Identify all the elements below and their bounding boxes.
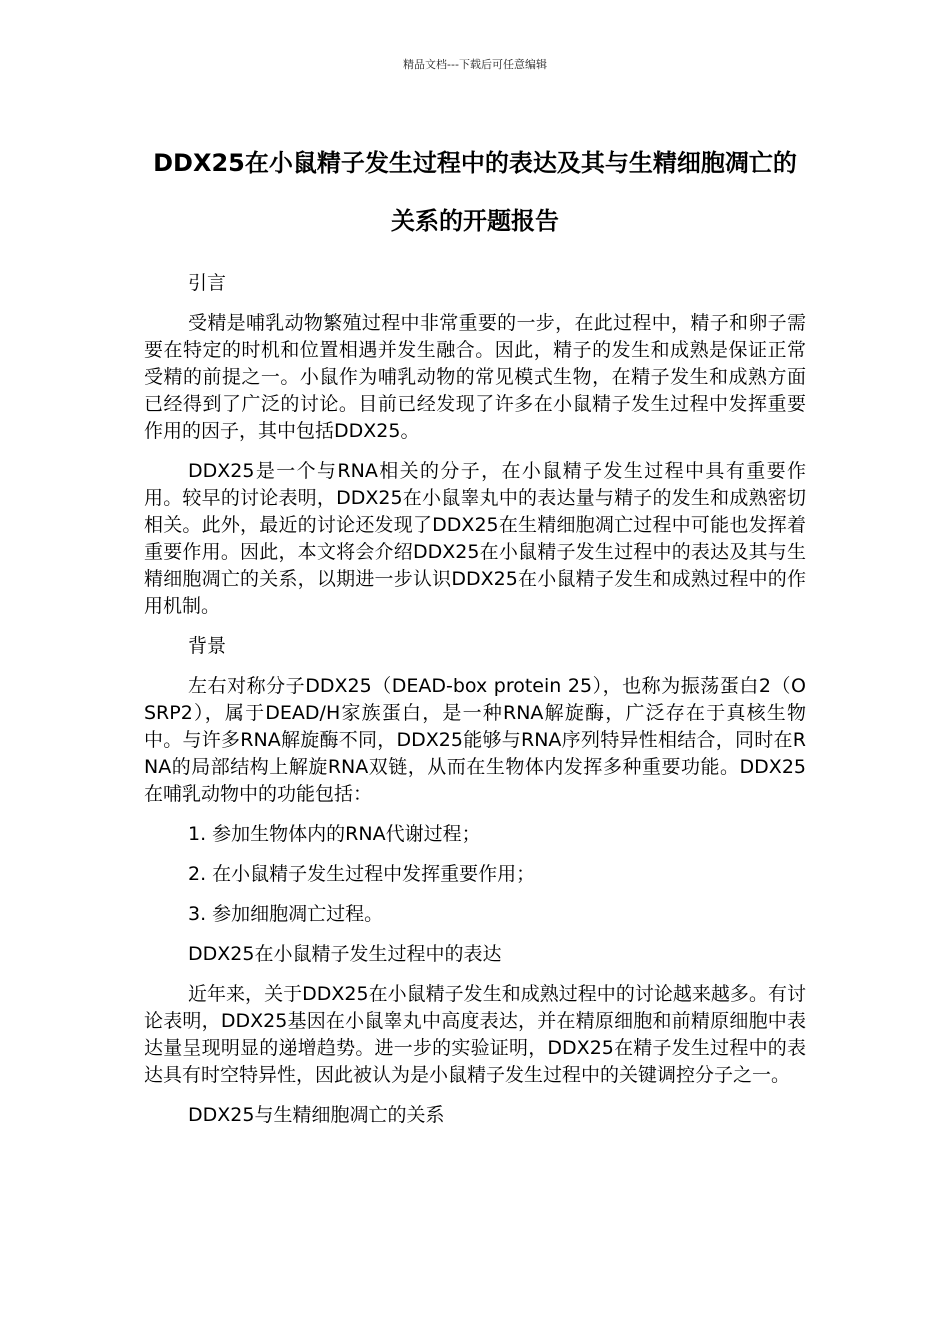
document-title: DDX25在小鼠精子发生过程中的表达及其与生精细胞凋亡的关系的开题报告 xyxy=(153,149,797,235)
background-heading: 背景 xyxy=(188,635,227,657)
expression-heading: DDX25在小鼠精子发生过程中的表达 xyxy=(188,943,502,965)
intro-paragraph-2: DDX25是一个与RNA相关的分子，在小鼠精子发生过程中具有重要作用。较早的讨论表明，DDX25在小鼠睾丸中的表达量与精子的发生和成熟密切相关。此外，最近的讨论还发现了DDX25在生精细胞凋亡过程中可能也发挥着重要作用。因此，本文将会介绍DDX25在小鼠精子发生过程中的表达及其与生精细胞凋亡的关系，以期进一步认识DDX25在小鼠精子发生和成熟过程中的作用机制。 xyxy=(144,460,806,617)
list-item: 1. 参加生物体内的RNA代谢过程； xyxy=(188,823,481,845)
intro-heading: 引言 xyxy=(188,272,227,294)
background-paragraph: 左右对称分子DDX25（DEAD-box protein 25），也称为振荡蛋白2（OSRP2），属于DEAD/H家族蛋白，是一种RNA解旋酶，广泛存在于真核生物中。与许多RNA解旋酶不同，DDX25能够与RNA序列特异性相结合，同时在RNA的局部结构上解旋RNA双链，从而在生物体内发挥多种重要功能。DDX25在哺乳动物中的功能包括： xyxy=(144,675,806,805)
document-body xyxy=(144,270,806,1142)
list-item: 2. 在小鼠精子发生过程中发挥重要作用； xyxy=(188,863,536,885)
expression-paragraph: 近年来，关于DDX25在小鼠精子发生和成熟过程中的讨论越来越多。有讨论表明，DDX25基因在小鼠睾丸中高度表达，并在精原细胞和前精原细胞中表达量呈现明显的递增趋势。进一步的实验证明，DDX25在精子发生过程中的表达具有时空特异性，因此被认为是小鼠精子发生过程中的关键调控分子之一。 xyxy=(144,983,806,1086)
apoptosis-heading: DDX25与生精细胞凋亡的关系 xyxy=(188,1104,445,1126)
intro-paragraph-1: 受精是哺乳动物繁殖过程中非常重要的一步，在此过程中，精子和卵子需要在特定的时机和位置相遇并发生融合。因此，精子的发生和成熟是保证正常受精的前提之一。小鼠作为哺乳动物的常见模式生物，在精子发生和成熟方面已经得到了广泛的讨论。目前已经发现了许多在小鼠精子发生过程中发挥重要作用的因子，其中包括DDX25。 xyxy=(144,312,806,442)
list-item: 3. 参加细胞凋亡过程。 xyxy=(188,903,384,925)
header-note: 精品文档---下载后可任意编辑 xyxy=(403,58,547,71)
